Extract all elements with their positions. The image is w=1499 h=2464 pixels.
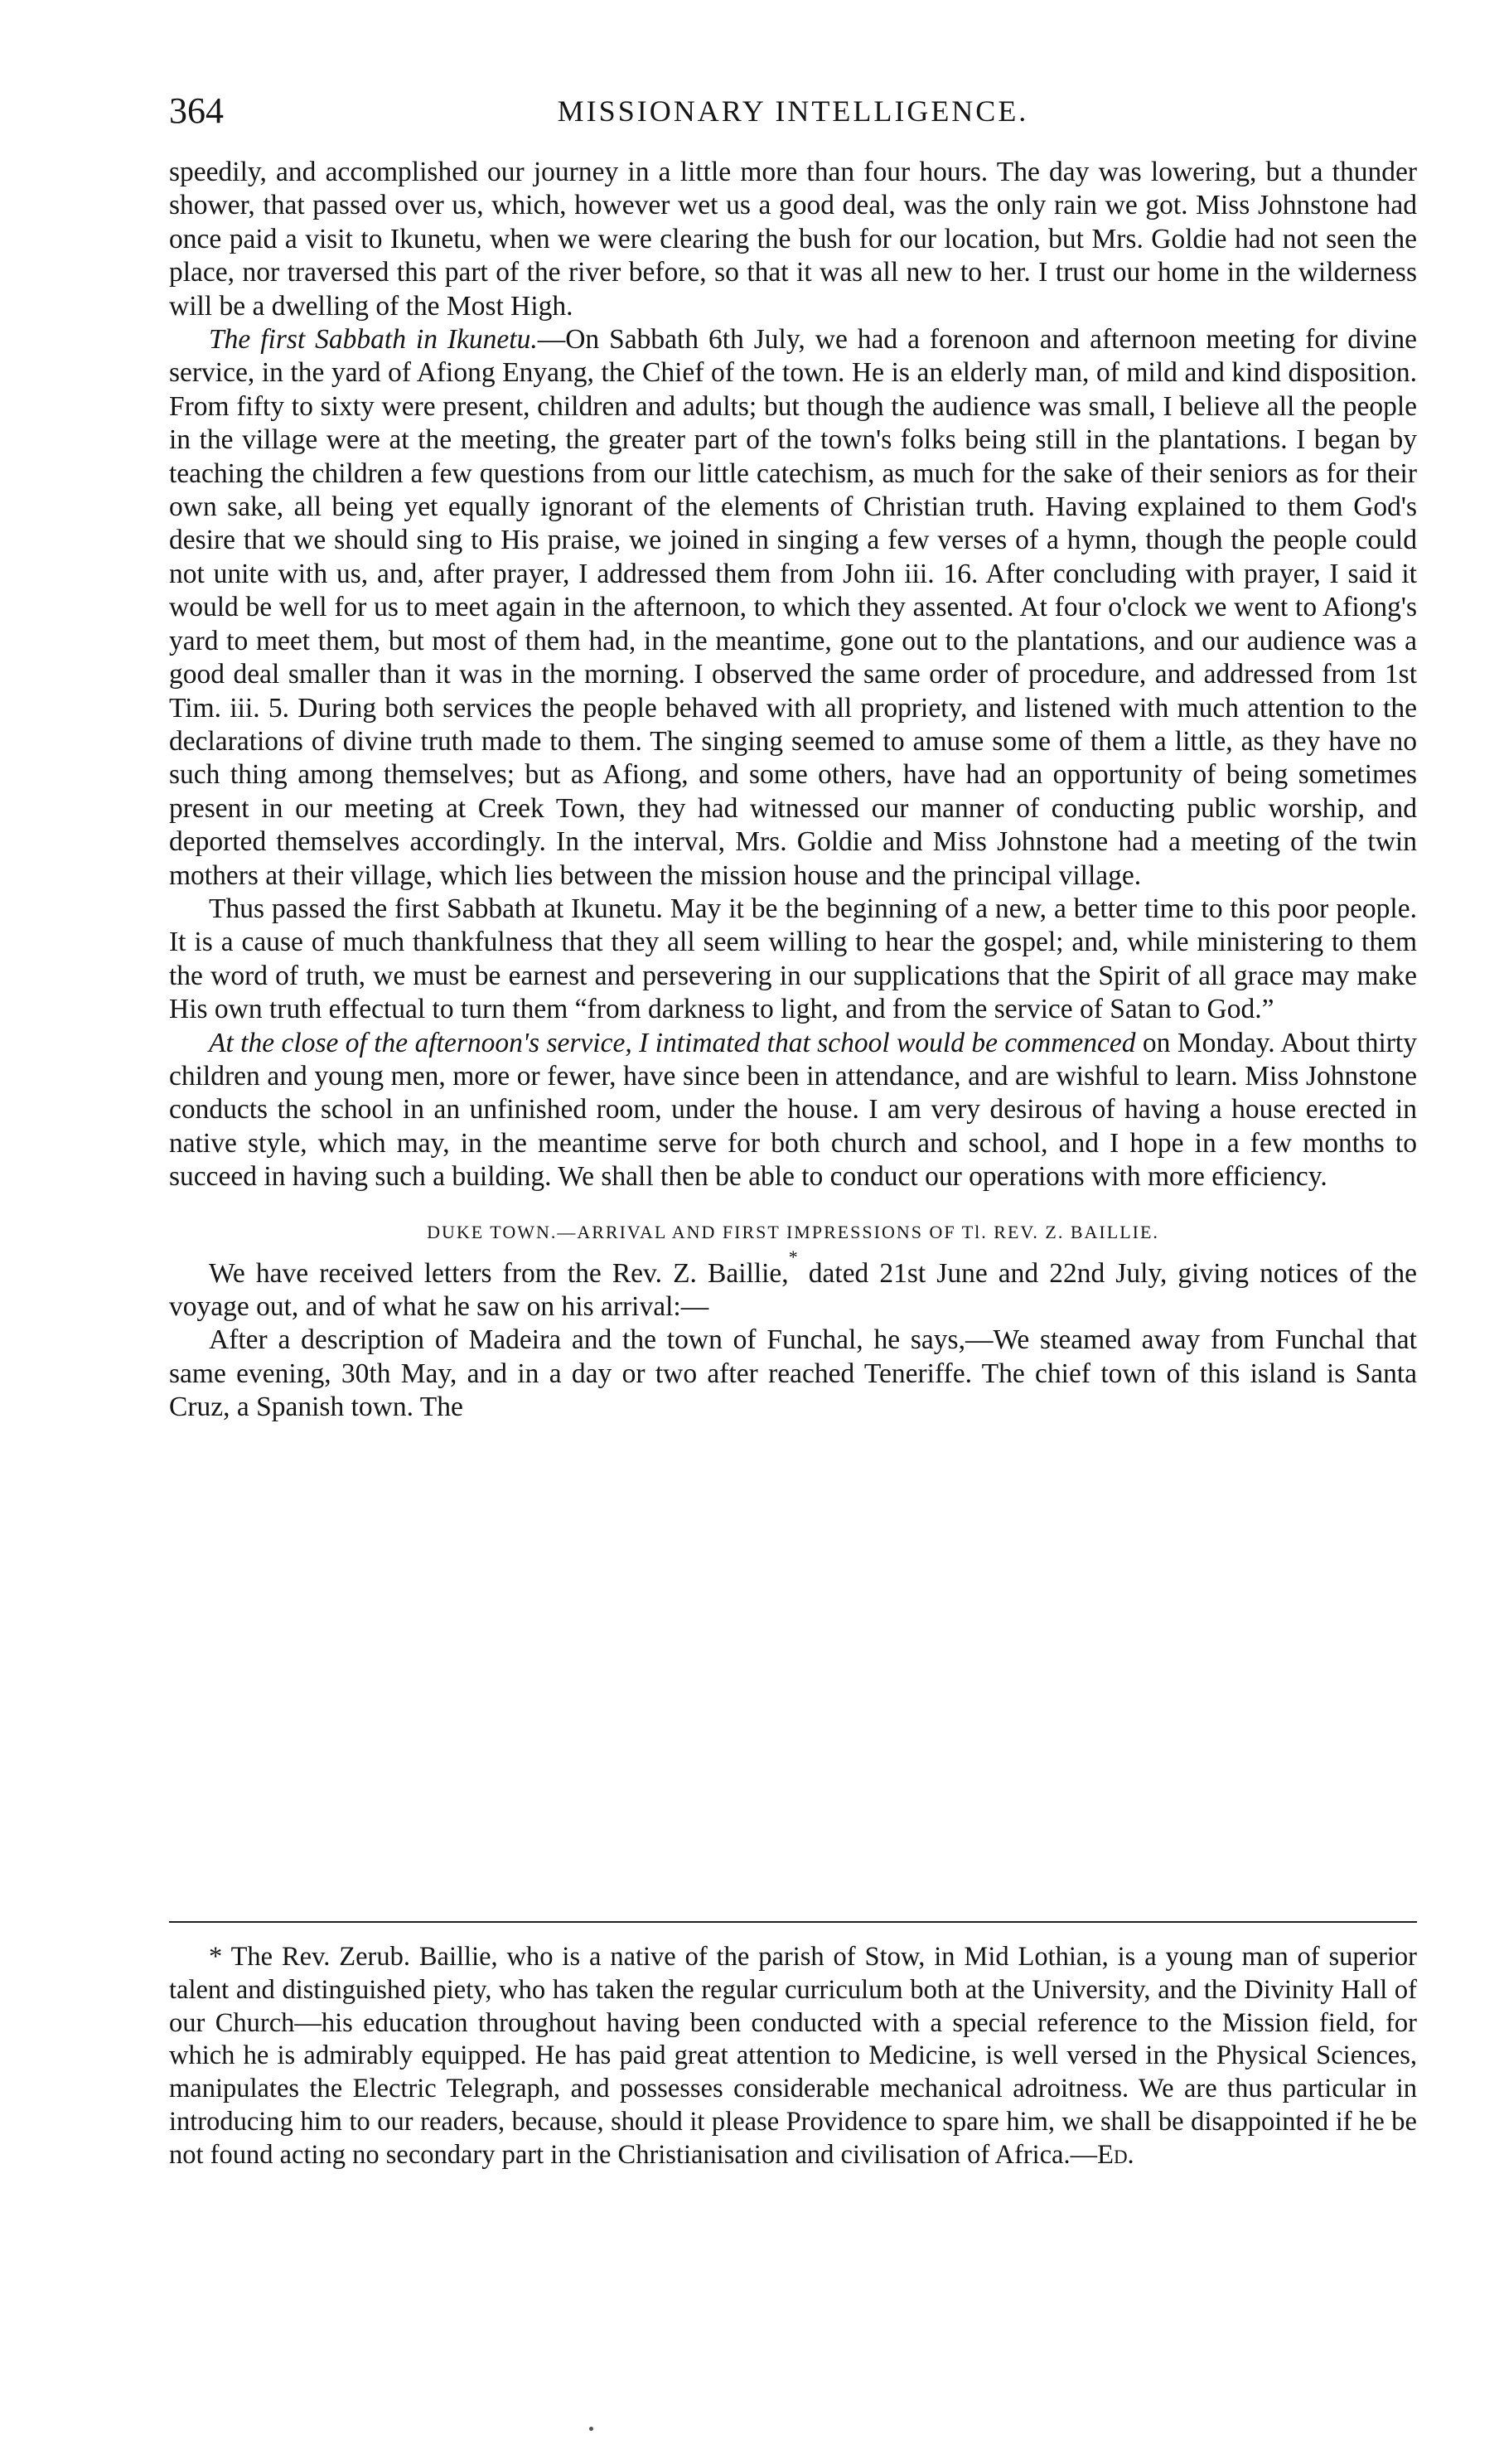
page-number: 364 xyxy=(169,90,224,131)
editor-signature: Ed. xyxy=(1097,2139,1134,2170)
print-speck xyxy=(589,2427,593,2431)
main-text xyxy=(169,156,1417,1425)
inline-heading: At the close of the afternoon's service, I intimated that school would be commenced xyxy=(209,1027,1136,1058)
footnote-text: * The Rev. Zerub. Baillie, who is a native of the parish of Stow, in Mid Lothian, is a young man of superior talent and distinguished piety, who has taken the regular curriculum both at the University, and the Divinity Hall of our Church—his education throughout having been conducted with a special reference to the Mission field, for which he is admirably equipped. He has paid great attention to Medicine, is well versed in the Physical Sciences, manipulates the Electric Telegraph, and possesses considerable mechanical adroitness. We are thus particular in introducing him to our readers, because, should it please Providence to spare him, we shall be disappointed if he be not found acting no secondary part in the Christianisation and civilisation of Africa.— xyxy=(169,1942,1417,2170)
footnote xyxy=(169,1941,1417,2172)
paragraph: Thus passed the first Sabbath at Ikunetu. May it be the beginning of a new, a better time to this poor people. It is a cause of much thankfulness that they all seem willing to hear the gospel; and, while ministering to them the word of truth, we must be earnest and persevering in our supplications that the Spirit of all grace may make His own truth effectual to turn them “from darkness to light, and from the service of Satan to God.” xyxy=(169,893,1417,1025)
paragraph-text: on Monday. About thirty children and young men, more or fewer, have since been in attendance, and are wishful to learn. Miss Johnstone conducts the school in an unfinished room, under the house. I am very desirous of having a house erected in native style, which may, in the meantime serve for both church and school, and I hope in a few months to succeed in having such a building. We shall then be able to conduct our operations with more efficiency. xyxy=(169,1027,1417,1193)
footnote-marker[interactable]: * xyxy=(788,1246,798,1267)
paragraph-text: We have received letters from the Rev. Z. Baillie, xyxy=(209,1257,789,1289)
paragraph xyxy=(169,1027,1417,1194)
inline-heading: The first Sabbath in Ikunetu. xyxy=(209,324,538,356)
paragraph: speedily, and accomplished our journey in a little more than four hours. The day was lowering, but a thunder shower, that passed over us, which, however wet us a good deal, was the only rain we got. Miss Johnstone had once paid a visit to Ikunetu, when we were clearing the bush for our location, but Mrs. Goldie had not seen the place, nor traversed this part of the river before, so that it was all new to her. I trust our home in the wilderness will be a dwelling of the Most High. xyxy=(169,157,1417,322)
paragraph-text: dated 21st June and 22nd July, giving notices of the voyage out, and of what he saw on his arrival:— xyxy=(169,1257,1417,1322)
footnote-paragraph xyxy=(169,1941,1417,2172)
running-head: MISSIONARY INTELLIGENCE. xyxy=(557,94,1029,128)
footnote-rule xyxy=(169,1921,1417,1923)
paragraph xyxy=(169,1246,1417,1324)
page-header xyxy=(169,86,1417,136)
paragraph xyxy=(169,323,1417,893)
paragraph-text: —On Sabbath 6th July, we had a forenoon and afternoon meeting for divine service, in the yard of Afiong Enyang, the Chief of the town. He is an elderly man, of mild and kind disposition. From fifty to sixty were present, children and adults; but though the audience was small, I believe all the people in the village were at the meeting, the greater part of the town's folks being still in the plantations. I began by teaching the children a few questions from our little catechism, as much for the sake of their seniors as for their own sake, all being yet equally ignorant of the elements of Christian truth. Having explained to them God's desire that we should sing to His praise, we joined in singing a few verses of a hymn, though the people could not unite with us, and, after prayer, I addressed them from John iii. 16. After concluding with prayer, I said it would be well for us to meet again in the afternoon, to which they assented. At four o'clock we went to Afiong's yard to meet them, but most of them had, in the meantime, gone out to the plantations, and our audience was a good deal smaller than it was in the morning. I observed the same order of procedure, and addressed from 1st Tim. iii. 5. During both services the people behaved with all propriety, and listened with much attention to the declarations of divine truth made to them. The singing seemed to amuse some of them a little, as they have no such thing among themselves; but as Afiong, and some others, have had an opportunity of being sometimes present in our meeting at Creek Town, they had witnessed our manner of conducting public worship, and deported themselves accordingly. In the interval, Mrs. Goldie and Miss Johnstone had a meeting of the twin mothers at their village, which lies between the mission house and the principal village. xyxy=(169,324,1417,891)
paragraph: After a description of Madeira and the town of Funchal, he says,—We steamed away from Funchal that same evening, 30th May, and in a day or two after reached Teneriffe. The chief town of this island is Santa Cruz, a Spanish town. The xyxy=(169,1324,1417,1423)
section-heading: DUKE TOWN.—ARRIVAL AND FIRST IMPRESSIONS OF Tl. REV. Z. BAILLIE. xyxy=(427,1221,1159,1242)
